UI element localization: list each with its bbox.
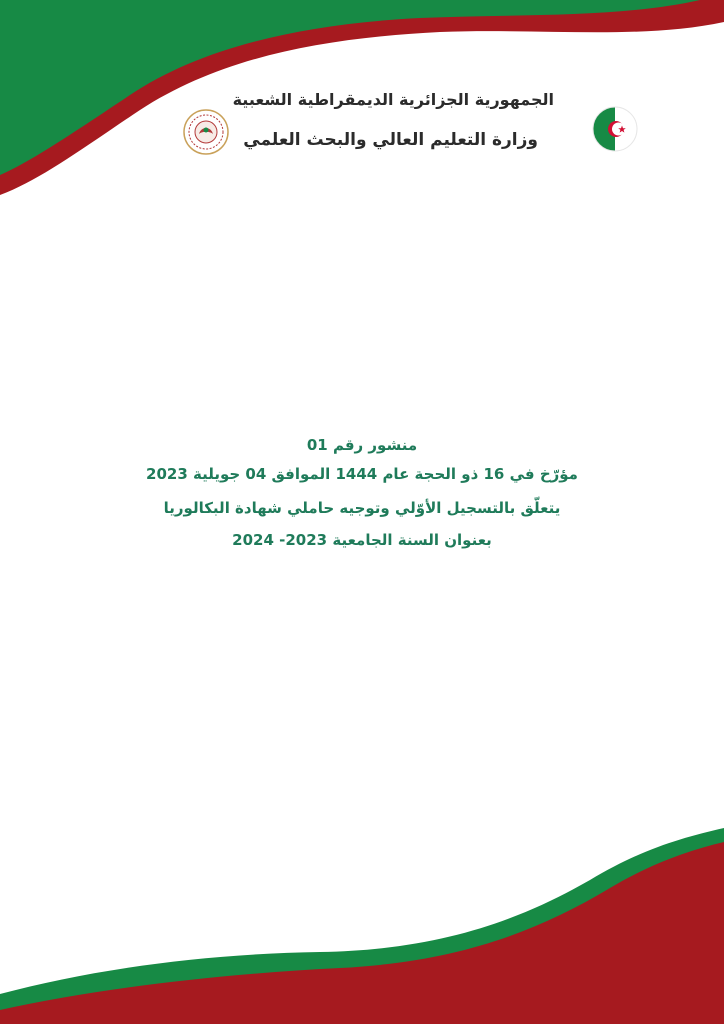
bottom-wave-decoration	[0, 820, 724, 1024]
ministry-seal-icon	[182, 108, 230, 156]
ministry-title: وزارة التعليم العالي والبحث العلمي	[243, 130, 538, 150]
circular-date: مؤرّخ في 16 ذو الحجة عام 1444 الموافق 04 جويلية 2023	[146, 465, 578, 483]
republic-title: الجمهورية الجزائرية الديمقراطية الشعبية	[232, 90, 554, 109]
circular-number: منشور رقم 01	[306, 436, 418, 454]
algeria-flag-icon	[592, 106, 638, 152]
circular-subject: يتعلّق بالتسجيل الأوّلي وتوجيه حاملي شهادة البكالوريا	[163, 499, 561, 517]
circular-academic-year: بعنوان السنة الجامعية 2023- 2024	[232, 531, 492, 549]
